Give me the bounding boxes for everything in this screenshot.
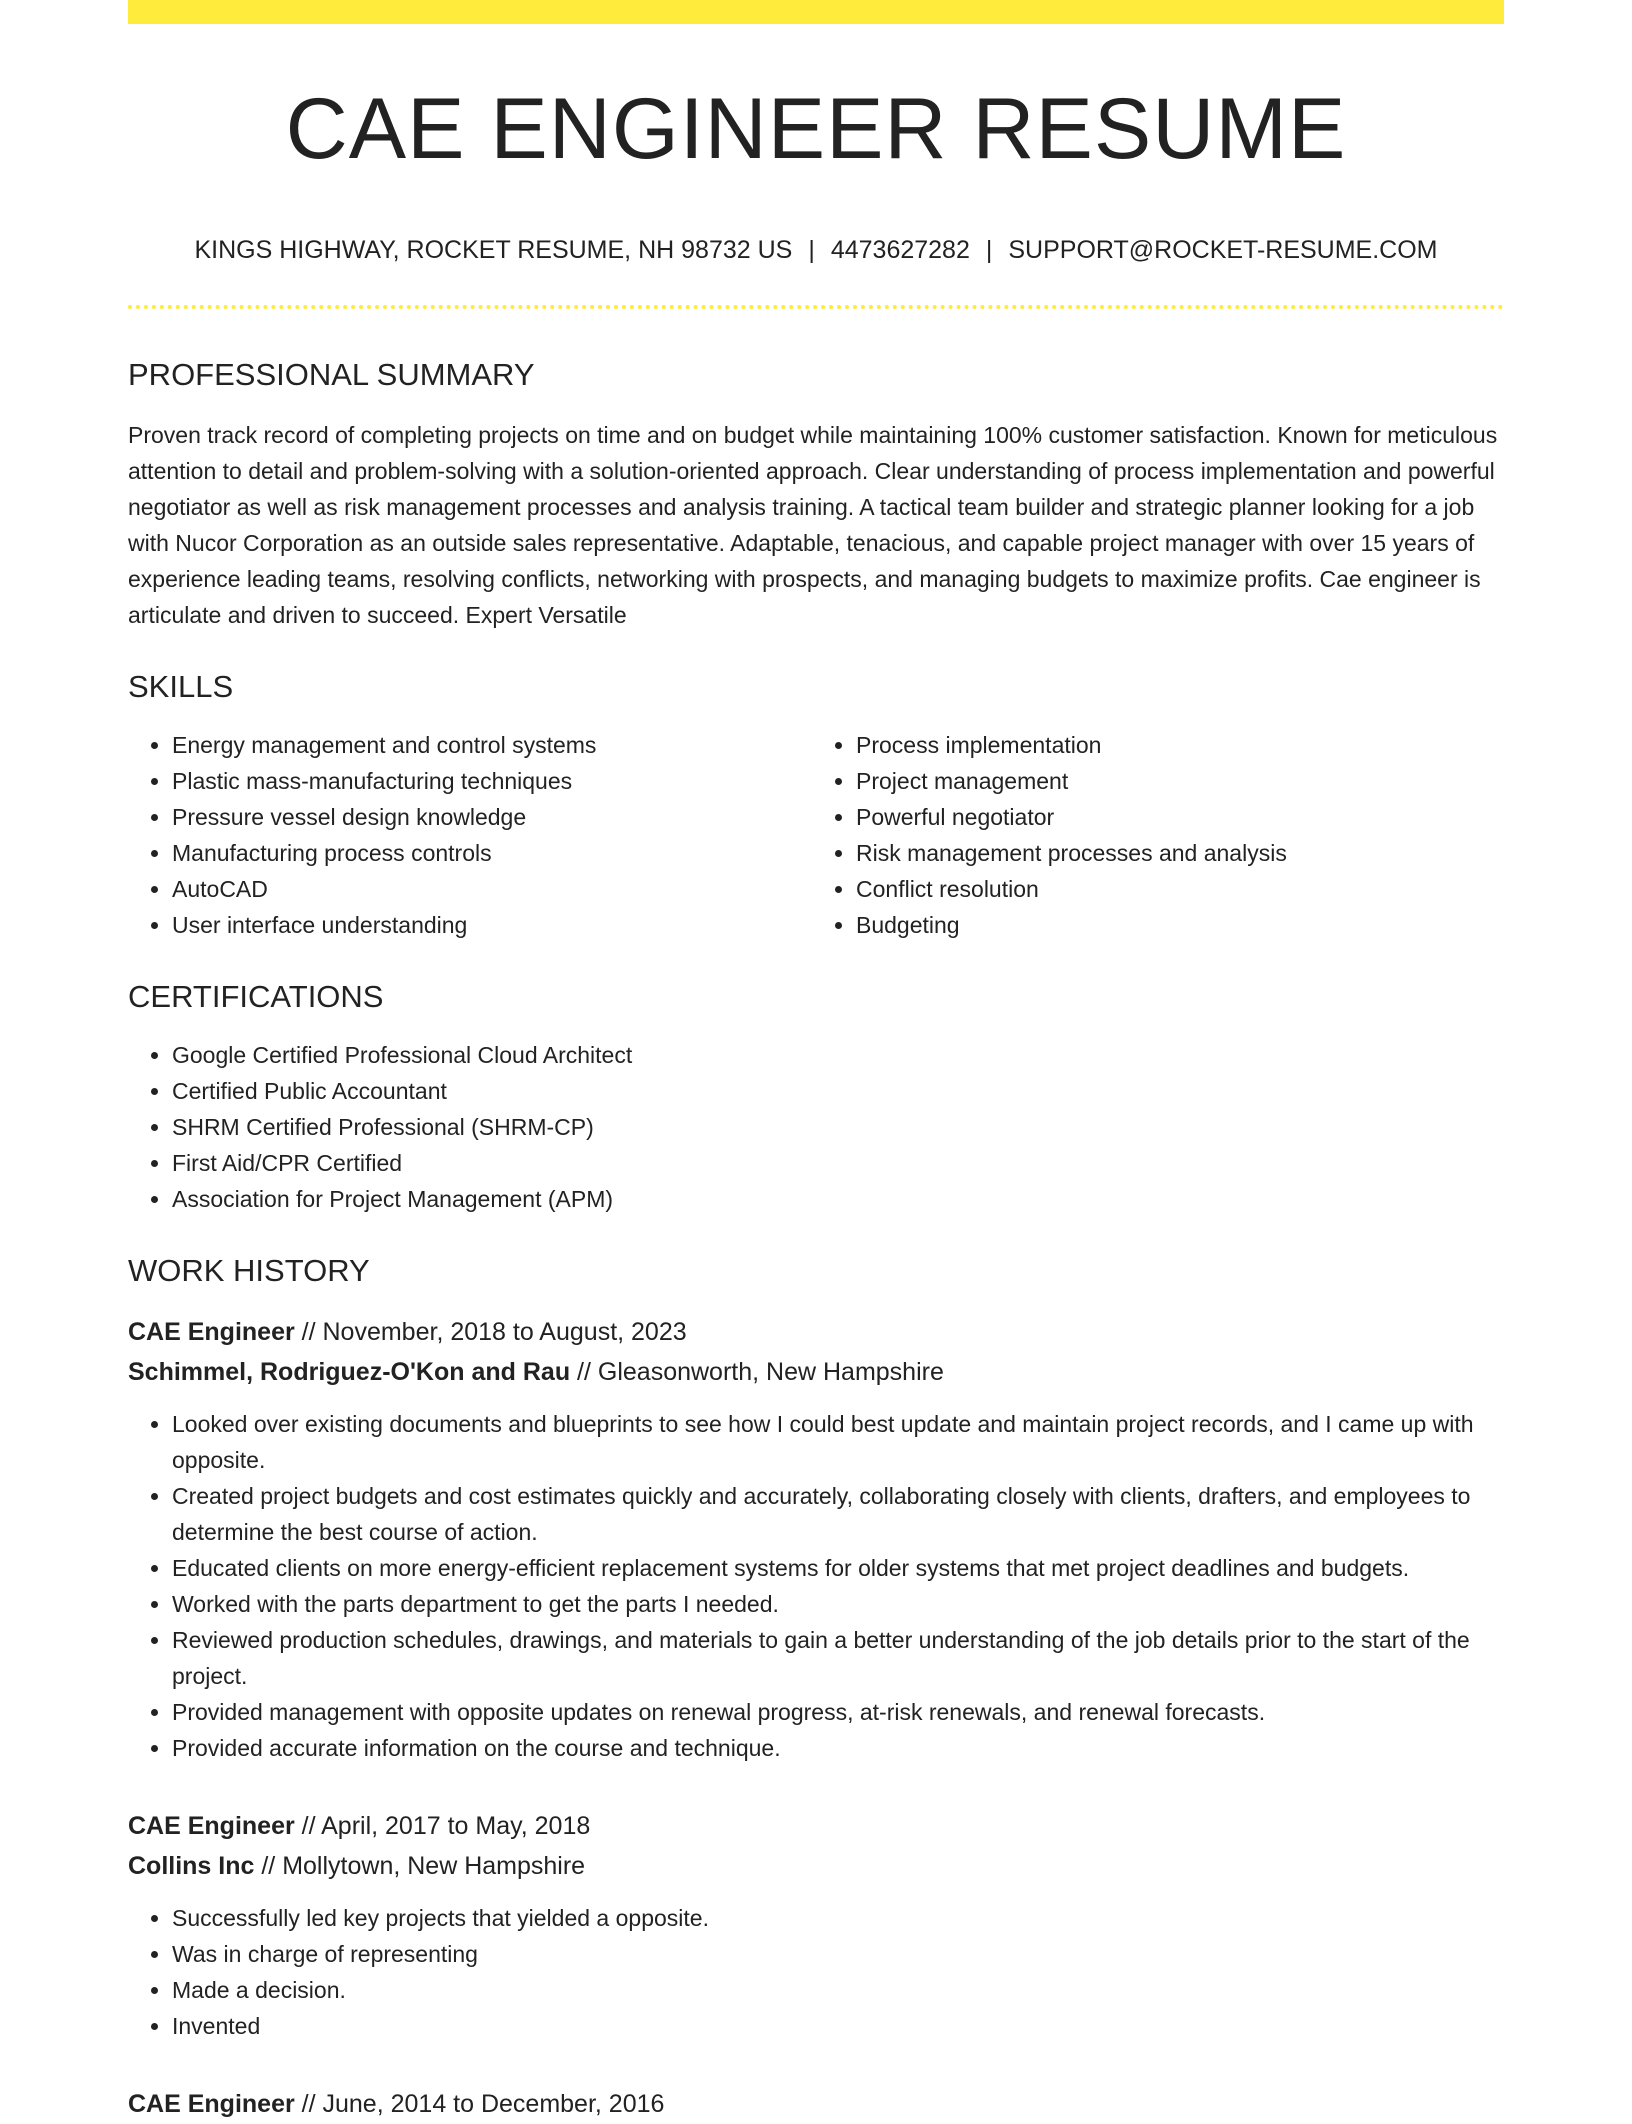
- certification-item: • Certified Public Accountant: [172, 1073, 1504, 1109]
- job-bullet: • Made a decision.: [172, 1972, 1504, 2008]
- job-separator: //: [294, 2090, 323, 2118]
- job-bullet: • Was in charge of representing: [172, 1936, 1504, 1972]
- contact-email[interactable]: SUPPORT@ROCKET-RESUME.COM: [1008, 236, 1438, 264]
- job-role: CAE Engineer: [128, 1812, 295, 1840]
- job-dates: November, 2018 to August, 2023: [322, 1318, 687, 1346]
- job-location: Mollytown, New Hampshire: [282, 1852, 586, 1880]
- header-divider: [128, 305, 1504, 309]
- contact-separator: |: [985, 236, 993, 264]
- skill-item: • Process implementation: [856, 727, 1490, 763]
- skill-item: • Pressure vessel design knowledge: [172, 799, 806, 835]
- skill-item: • Budgeting: [856, 907, 1490, 943]
- skill-item: • User interface understanding: [172, 907, 806, 943]
- job-separator: //: [254, 1852, 283, 1880]
- summary-heading: PROFESSIONAL SUMMARY: [128, 357, 535, 392]
- skill-item: • Conflict resolution: [856, 871, 1490, 907]
- job-title-line: [128, 1312, 1504, 1352]
- skill-item: • Energy management and control systems: [172, 727, 806, 763]
- job-bullet: • Looked over existing documents and blueprints to see how I could best update and maintain project records, and I came up with opposite.: [172, 1406, 1504, 1478]
- job-bullet: • Provided management with opposite updates on renewal progress, at-risk renewals, and renewal forecasts.: [172, 1694, 1504, 1730]
- certifications-heading: CERTIFICATIONS: [128, 979, 384, 1014]
- job-dates: June, 2014 to December, 2016: [322, 2090, 665, 2118]
- skill-item: • Project management: [856, 763, 1490, 799]
- job-bullets: [128, 1900, 1504, 2044]
- skills-column-left: [128, 727, 806, 943]
- job-bullet: • Successfully led key projects that yielded a opposite.: [172, 1900, 1504, 1936]
- job-location: Gleasonworth, New Hampshire: [597, 1358, 944, 1386]
- resume-page: [128, 0, 1504, 2124]
- certification-item: • SHRM Certified Professional (SHRM-CP): [172, 1109, 1504, 1145]
- skills-column-right: [806, 727, 1490, 943]
- job-bullet: • Created project budgets and cost estimates quickly and accurately, collaborating closely with clients, drafters, and employees to determine the best course of action.: [172, 1478, 1504, 1550]
- job-separator: //: [570, 1358, 598, 1386]
- top-accent-bar: [128, 0, 1504, 24]
- job-bullet: • Worked with the parts department to get the parts I needed.: [172, 1586, 1504, 1622]
- skills-list: [128, 727, 1504, 943]
- contact-separator: |: [808, 236, 815, 264]
- skill-item: • Plastic mass-manufacturing techniques: [172, 763, 806, 799]
- job-title-line: [128, 2084, 1504, 2124]
- job-bullet: • Reviewed production schedules, drawings, and materials to gain a better understanding of the job details prior to the start of the project.: [172, 1622, 1504, 1694]
- contact-address: KINGS HIGHWAY, ROCKET RESUME, NH 98732 US: [194, 236, 793, 264]
- skills-heading: SKILLS: [128, 669, 234, 704]
- job-entry: [128, 2084, 1504, 2124]
- certifications-list: [128, 1037, 1504, 1217]
- certification-item: • Google Certified Professional Cloud Architect: [172, 1037, 1504, 1073]
- job-role: CAE Engineer: [128, 2090, 295, 2118]
- job-bullet: • Invented: [172, 2008, 1504, 2044]
- certification-item: • First Aid/CPR Certified: [172, 1145, 1504, 1181]
- job-entry: [128, 1312, 1504, 1766]
- job-dates: April, 2017 to May, 2018: [321, 1812, 591, 1840]
- skill-item: • Powerful negotiator: [856, 799, 1490, 835]
- job-role: CAE Engineer: [128, 1318, 295, 1346]
- contact-phone[interactable]: 4473627282: [830, 236, 970, 264]
- summary-text: Proven track record of completing projects on time and on budget while maintaining 100% customer satisfaction. Known for meticulous attention to detail and problem-solving with a solution-oriented approach. Clear understanding of process implementation and powerful negotiator as well as risk management processes and analysis training. A tactical team builder and strategic planner looking for a job with Nucor Corporation as an outside sales representative. Adaptable, tenacious, and capable project manager with over 15 years of experience leading teams, resolving conflicts, networking with prospects, and managing budgets to maximize profits. Cae engineer is articulate and driven to succeed. Expert Versatile: [128, 422, 1498, 628]
- job-company-line: [128, 1846, 1504, 1886]
- job-bullets: [128, 1406, 1504, 1766]
- job-separator: //: [294, 1318, 323, 1346]
- work-history-heading: WORK HISTORY: [128, 1253, 370, 1288]
- job-company: Schimmel, Rodriguez-O'Kon and Rau: [128, 1358, 571, 1386]
- skill-item: • Manufacturing process controls: [172, 835, 806, 871]
- job-bullet: • Educated clients on more energy-efficient replacement systems for older systems that met project deadlines and budgets.: [172, 1550, 1504, 1586]
- job-company-line: [128, 1352, 1504, 1392]
- certification-item: • Association for Project Management (APM): [172, 1181, 1504, 1217]
- contact-line: [128, 238, 1504, 263]
- job-title-line: [128, 1806, 1504, 1846]
- job-company: Collins Inc: [128, 1852, 255, 1880]
- skill-item: • AutoCAD: [172, 871, 806, 907]
- resume-title: CAE ENGINEER RESUME: [285, 81, 1347, 177]
- job-separator: //: [294, 1812, 322, 1840]
- job-entry: [128, 1806, 1504, 2044]
- skill-item: • Risk management processes and analysis: [856, 835, 1490, 871]
- job-bullet: • Provided accurate information on the course and technique.: [172, 1730, 1504, 1766]
